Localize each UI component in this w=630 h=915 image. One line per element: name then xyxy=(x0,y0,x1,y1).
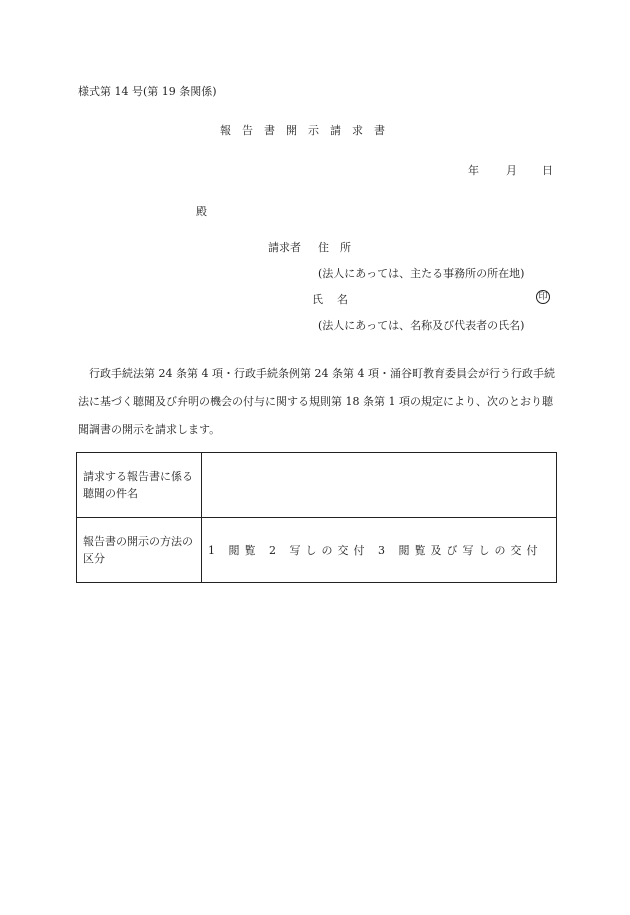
form-number: 様式第 14 号(第 19 条関係) xyxy=(78,85,217,98)
date-year-label: 年 xyxy=(468,164,479,177)
date-month-label: 月 xyxy=(506,164,517,177)
table-row xyxy=(77,453,557,518)
disclosure-method-label: 報告書の開示の方法の区分 xyxy=(77,518,202,583)
address-label: 住 所 xyxy=(318,241,351,254)
requester-label: 請求者 xyxy=(268,241,301,254)
request-statement: 行政手続法第 24 条第 4 項・行政手続条例第 24 条第 4 項・涌谷町教育委員会が行う行政手続法に基づく聴聞及び弁明の機会の付与に関する規則第 18 条第 1 項の規定により、次のとおり聴聞調書の開示を請求します。 xyxy=(78,367,555,436)
document-title: 報告書開示請求書 xyxy=(220,124,396,137)
seal-mark: 印 xyxy=(536,290,550,304)
hearing-subject-field[interactable] xyxy=(202,453,557,518)
corporate-name-note: (法人にあっては、名称及び代表者の氏名) xyxy=(318,319,525,332)
request-form-table xyxy=(76,452,557,583)
addressee-suffix: 殿 xyxy=(196,205,207,218)
disclosure-method-options[interactable]: 1 閲覧 2 写しの交付 3 閲覧及び写しの交付 xyxy=(202,518,557,583)
hearing-subject-label: 請求する報告書に係る聴聞の件名 xyxy=(77,453,202,518)
table-row xyxy=(77,518,557,583)
name-label: 氏名 xyxy=(312,293,362,306)
corporate-address-note: (法人にあっては、主たる事務所の所在地) xyxy=(318,267,525,280)
date-day-label: 日 xyxy=(542,164,553,177)
